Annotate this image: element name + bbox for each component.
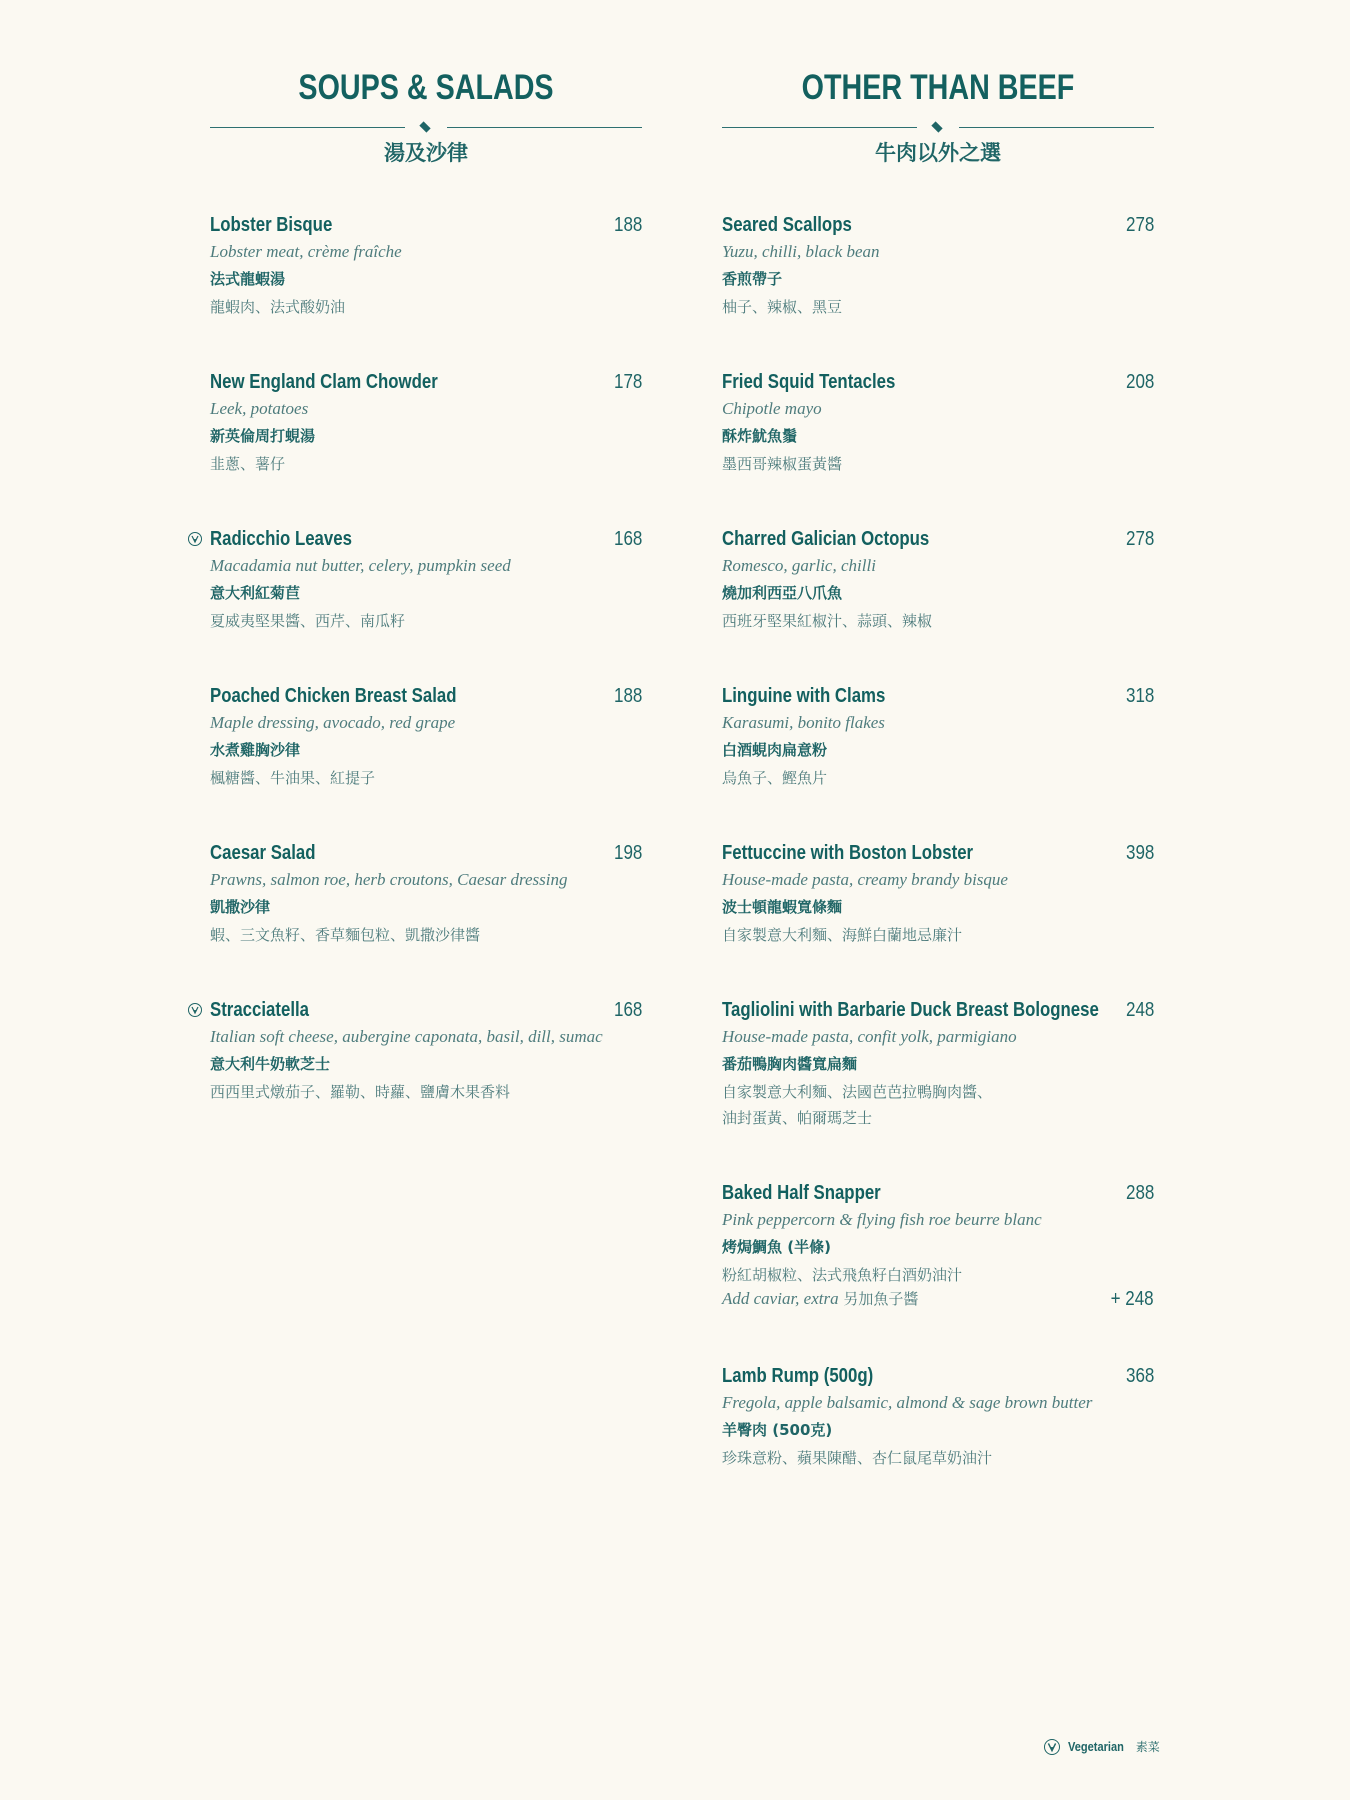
- item-description-cn: 珍珠意粉、蘋果陳醋、杏仁鼠尾草奶油汁: [722, 1449, 993, 1467]
- item-name: New England Clam Chowder: [210, 371, 438, 393]
- item-description: Pink peppercorn & flying fish roe beurre blanc: [722, 1210, 1042, 1229]
- item-name: Baked Half Snapper: [722, 1182, 881, 1204]
- item-description-cn: 韭蔥、薯仔: [210, 455, 286, 473]
- item-price: 168: [613, 528, 642, 550]
- section-subtitle: 牛肉以外之選: [875, 141, 1001, 165]
- item-price: 188: [613, 685, 642, 707]
- item-name-cn: 羊臀肉 (500克): [722, 1421, 833, 1439]
- item-addon: [722, 1288, 1154, 1309]
- item-name: Poached Chicken Breast Salad: [210, 685, 457, 707]
- other-than-beef-column: [722, 0, 1154, 1467]
- addon-label: Add caviar, extra: [722, 1289, 839, 1308]
- item-description: Lobster meat, crème fraîche: [210, 242, 402, 261]
- item-description-cn: 夏威夷堅果醬、西芹、南瓜籽: [210, 612, 406, 630]
- item-price: 318: [1125, 685, 1154, 707]
- item-price: 278: [1125, 528, 1154, 550]
- item-name-cn: 凱撒沙律: [210, 898, 271, 916]
- item-name-cn: 燒加利西亞八爪魚: [722, 584, 843, 602]
- section-header: [722, 0, 1154, 200]
- item-name-cn: 水煮雞胸沙律: [210, 741, 301, 759]
- divider-rule: [447, 127, 642, 128]
- item-name: Fried Squid Tentacles: [722, 371, 896, 393]
- item-description: Yuzu, chilli, black bean: [722, 242, 880, 261]
- item-description-cn: 柚子、辣椒、黑豆: [722, 298, 843, 316]
- item-description: Italian soft cheese, aubergine caponata, basil, dill, sumac: [210, 1027, 603, 1046]
- item-description: House-made pasta, creamy brandy bisque: [722, 870, 1008, 889]
- section-header: [210, 0, 642, 200]
- item-name: Linguine with Clams: [722, 685, 886, 707]
- item-price: 278: [1125, 214, 1154, 236]
- item-description-cn: 自家製意大利麵、法國芭芭拉鴨胸肉醬、: [722, 1083, 993, 1101]
- item-name: Tagliolini with Barbarie Duck Breast Bolognese: [722, 999, 1099, 1021]
- vegetarian-icon: [1044, 1739, 1060, 1755]
- item-name-cn: 酥炸魷魚鬚: [722, 427, 798, 445]
- item-price: 198: [613, 842, 642, 864]
- vegetarian-icon: [188, 1003, 202, 1017]
- legend-label: Vegetarian: [1068, 1739, 1124, 1754]
- item-price: 398: [1125, 842, 1154, 864]
- section-title: OTHER THAN BEEF: [801, 68, 1075, 107]
- addon-price: + 248: [1110, 1288, 1154, 1310]
- soups-salads-column: [210, 0, 642, 1101]
- item-description-cn: 烏魚子、鰹魚片: [722, 769, 828, 787]
- item-name: Charred Galician Octopus: [722, 528, 930, 550]
- item-description-cn: 西西里式燉茄子、羅勒、時蘿、鹽膚木果香料: [210, 1083, 511, 1101]
- item-description-cn-continued: 油封蛋黃、帕爾瑪芝士: [722, 1109, 873, 1127]
- item-description: Chipotle mayo: [722, 399, 822, 418]
- item-description-cn: 蝦、三文魚籽、香草麵包粒、凱撒沙律醬: [210, 926, 481, 944]
- legend-label-cn: 素菜: [1135, 1740, 1160, 1754]
- item-name: Seared Scallops: [722, 214, 852, 236]
- item-name-cn: 法式龍蝦湯: [210, 270, 286, 288]
- item-description: Macadamia nut butter, celery, pumpkin seed: [210, 556, 511, 575]
- item-name: Fettuccine with Boston Lobster: [722, 842, 974, 864]
- item-price: 288: [1125, 1182, 1154, 1204]
- item-price: 168: [613, 999, 642, 1021]
- item-description: Prawns, salmon roe, herb croutons, Caesar dressing: [210, 870, 568, 889]
- item-description: Leek, potatoes: [210, 399, 309, 418]
- item-description-cn: 西班牙堅果紅椒汁、蒜頭、辣椒: [722, 612, 933, 630]
- item-price: 178: [613, 371, 642, 393]
- item-name: Stracciatella: [210, 999, 310, 1021]
- item-description-cn: 龍蝦肉、法式酸奶油: [210, 298, 346, 316]
- vegetarian-legend: [1044, 1738, 1160, 1755]
- item-name: Radicchio Leaves: [210, 528, 352, 550]
- addon-label-cn: 另加魚子醬: [843, 1290, 919, 1308]
- item-price: 208: [1125, 371, 1154, 393]
- item-price: 368: [1125, 1365, 1154, 1387]
- diamond-ornament: [419, 121, 430, 132]
- divider-rule: [959, 127, 1154, 128]
- item-name-cn: 香煎帶子: [722, 270, 783, 288]
- item-description-cn: 楓糖醬、牛油果、紅提子: [210, 769, 376, 787]
- item-name: Lamb Rump (500g): [722, 1365, 874, 1387]
- item-name-cn: 意大利紅菊苣: [210, 584, 301, 602]
- item-name: Caesar Salad: [210, 842, 316, 864]
- item-description: Karasumi, bonito flakes: [722, 713, 885, 732]
- item-description-cn: 墨西哥辣椒蛋黃醬: [722, 455, 843, 473]
- item-price: 248: [1125, 999, 1154, 1021]
- item-name-cn: 波士頓龍蝦寬條麵: [722, 898, 843, 916]
- item-name-cn: 意大利牛奶軟芝士: [210, 1055, 331, 1073]
- section-subtitle: 湯及沙律: [384, 141, 468, 165]
- item-description-cn: 自家製意大利麵、海鮮白蘭地忌廉汁: [722, 926, 963, 944]
- item-name-cn: 新英倫周打蜆湯: [210, 427, 316, 445]
- item-description: Maple dressing, avocado, red grape: [210, 713, 456, 732]
- item-price: 188: [613, 214, 642, 236]
- item-description: Fregola, apple balsamic, almond & sage brown butter: [722, 1393, 1093, 1412]
- item-name-cn: 白酒蜆肉扁意粉: [722, 741, 828, 759]
- item-name-cn: 烤焗鯛魚 (半條): [722, 1238, 831, 1256]
- vegetarian-icon: [188, 532, 202, 546]
- section-title: SOUPS & SALADS: [298, 68, 554, 107]
- item-name: Lobster Bisque: [210, 214, 333, 236]
- item-description: House-made pasta, confit yolk, parmigiano: [722, 1027, 1017, 1046]
- divider-rule: [722, 127, 917, 128]
- item-description-cn: 粉紅胡椒粒、法式飛魚籽白酒奶油汁: [722, 1266, 963, 1284]
- divider-rule: [210, 127, 405, 128]
- diamond-ornament: [931, 121, 942, 132]
- item-description: Romesco, garlic, chilli: [722, 556, 876, 575]
- item-name-cn: 番茄鴨胸肉醬寬扁麵: [722, 1055, 858, 1073]
